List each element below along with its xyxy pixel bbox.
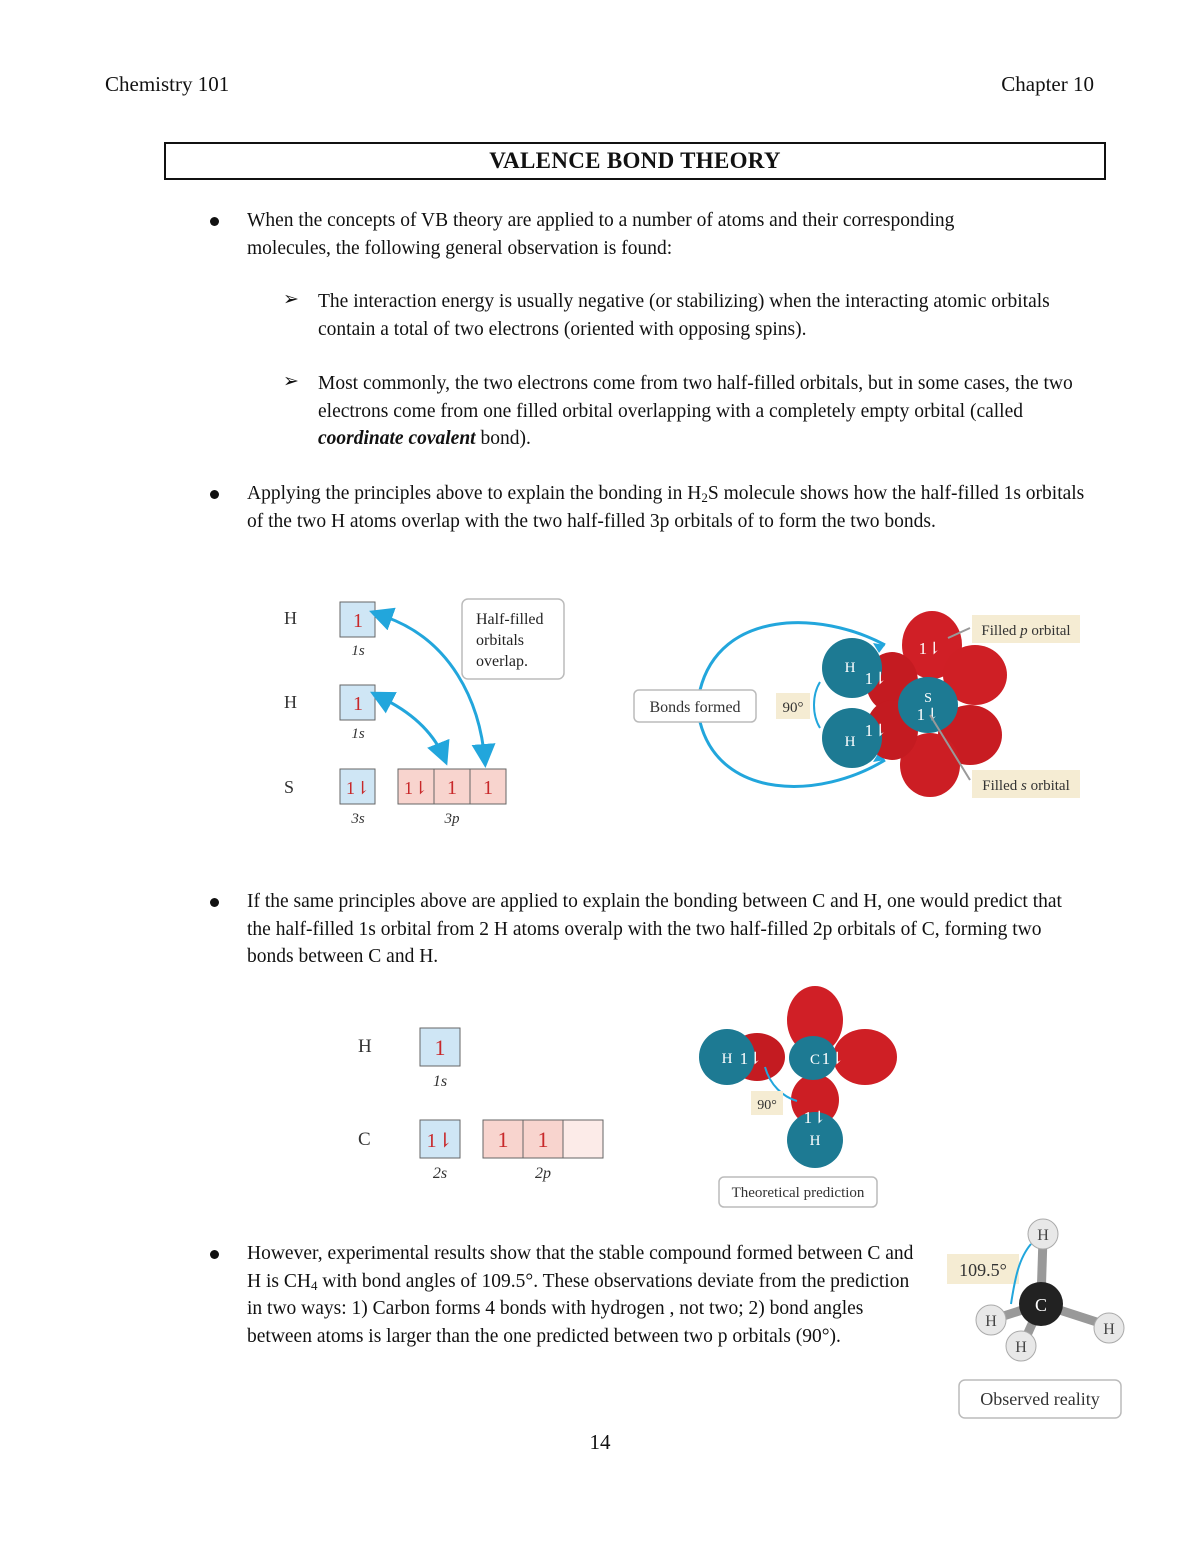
text-segment: orbital [1026,778,1070,794]
page-title: VALENCE BOND THEORY [164,142,1106,180]
atom-label-h: H [1103,1321,1115,1338]
electron-pair: 1⇂ [426,1130,454,1152]
text-segment: s [1021,778,1027,794]
electron-pair: 1⇂ [918,639,942,658]
text-segment: Filled [981,623,1021,639]
electron-pair: 1⇂ [739,1049,763,1068]
row-label-h: H [284,692,297,712]
text-segment: Applying the principles above to explain the bonding in H [247,483,702,504]
atom-label-c: C [809,1052,821,1068]
electron-up: 1 [497,1127,509,1152]
chapter-header: Chapter 10 [1001,72,1094,96]
ch4-observed-model [945,1218,1140,1433]
electron-pair: 1⇂ [864,669,888,688]
atom-label-h: H [844,734,856,750]
bullet-dot [210,1250,219,1259]
atom-label-h: H [809,1133,821,1149]
electron-up: 1 [353,693,363,715]
bonds-formed-label: Bonds formed [649,699,741,716]
atom-label-h: H [1037,1227,1049,1244]
label-1s: 1s [432,1073,448,1090]
subscript: 2 [701,490,708,505]
electron-up: 1 [537,1127,549,1152]
bullet-dot [210,490,219,499]
paragraph-interaction-energy: The interaction energy is usually negative (or stabilizing) when the interacting atomic orbitals contain a total of two electrons (oriented with opposing spins). [318,291,1050,340]
paragraph-two-electrons [318,370,1103,453]
atom-label-h: H [985,1313,997,1330]
overlap-arrow [386,700,445,760]
text-segment: However, experimental results show that the stable compound formed between C and H is CH [247,1243,914,1292]
label-3s: 3s [351,811,365,827]
paragraph-vb-observation: When the concepts of VB theory are applied to a number of atoms and their corresponding molecules, the following general observation is found: [247,210,955,259]
electron-up: 1 [483,777,493,799]
h2s-molecular-model [630,590,1090,820]
angle-arrow [814,682,820,728]
text-segment: orbital [1027,623,1071,639]
row-label-c: C [358,1129,371,1150]
callout-text: orbitals [476,632,524,649]
text-segment: bond). [475,428,531,449]
electron-up: 1 [447,777,457,799]
electron-pair: 1⇂ [803,1108,827,1127]
arrow-bullet-icon: ➢ [283,289,299,310]
h2s-orbital-diagram [270,590,580,840]
row-label-s: S [284,777,295,797]
atom-label-c: C [1034,1295,1048,1315]
atom-label-h: H [1015,1339,1027,1356]
filled-p-label [981,623,1070,639]
atom-label-s: S [924,691,932,706]
paragraph-ch4-observation [247,1240,927,1350]
filled-s-label [982,778,1070,794]
arrow-bullet-icon: ➢ [283,371,299,392]
label-1s: 1s [351,726,365,742]
course-header: Chemistry 101 [105,72,230,96]
ch-orbital-diagram [350,1020,620,1190]
electron-up: 1 [353,610,363,632]
bullet-dot [210,217,219,226]
angle-label: 90° [757,1098,777,1113]
theoretical-prediction-model [695,985,905,1210]
angle-label: 109.5° [959,1260,1007,1280]
page-number: 14 [589,1430,611,1454]
text-segment: with bond angles of 109.5°. These observations deviate from the prediction in two ways: 1) Carbon forms 4 bonds with hydrogen , not two; 2) bond angles between atoms is larger than the one predicted between two p orbitals (90°). [247,1270,910,1347]
row-label-h: H [358,1036,372,1057]
paragraph-ch-prediction: If the same principles above are applied to explain the bonding between C and H, one would predict that the half-filled 1s orbital from 2 H atoms overalp with the two half-filled 2p orbitals of C, forming two bonds between C and H. [247,891,1062,967]
label-2p: 2p [535,1165,551,1182]
electron-pair: 1⇂ [345,778,371,798]
subscript: 4 [310,1277,318,1293]
angle-label: 90° [782,700,804,716]
atom-label-h: H [721,1051,733,1067]
label-1s: 1s [351,643,365,659]
electron-pair: 1⇂ [916,705,940,724]
theoretical-prediction-caption: Theoretical prediction [731,1185,865,1201]
atom-label-h: H [844,660,856,676]
orbital-box-2p [563,1120,603,1158]
text-segment: S molecule shows how the half-filled 1s orbitals of the two H atoms overlap with the two half-filled 3p orbitals of to form the two bonds. [247,483,1085,532]
electron-pair: 1⇂ [864,721,888,740]
electron-up: 1 [434,1035,446,1060]
observed-reality-caption: Observed reality [980,1389,1100,1409]
bullet-dot [210,898,219,907]
callout-text: overlap. [476,653,528,670]
term-coordinate-covalent: coordinate covalent [318,428,476,449]
electron-pair: 1⇂ [821,1049,845,1068]
text-segment: p [1020,623,1028,639]
text-segment: Most commonly, the two electrons come from two half-filled orbitals, but in some cases, the two electrons come from one filled orbital overlapping with a completely empty orbital (called [318,373,1073,422]
row-label-h: H [284,608,297,628]
callout-text: Half-filled [476,611,544,628]
label-2s: 2s [432,1165,448,1182]
electron-pair: 1⇂ [403,778,429,798]
label-3p: 3p [444,811,460,827]
paragraph-h2s-bonding [247,480,1097,535]
text-segment: Filled [982,778,1022,794]
